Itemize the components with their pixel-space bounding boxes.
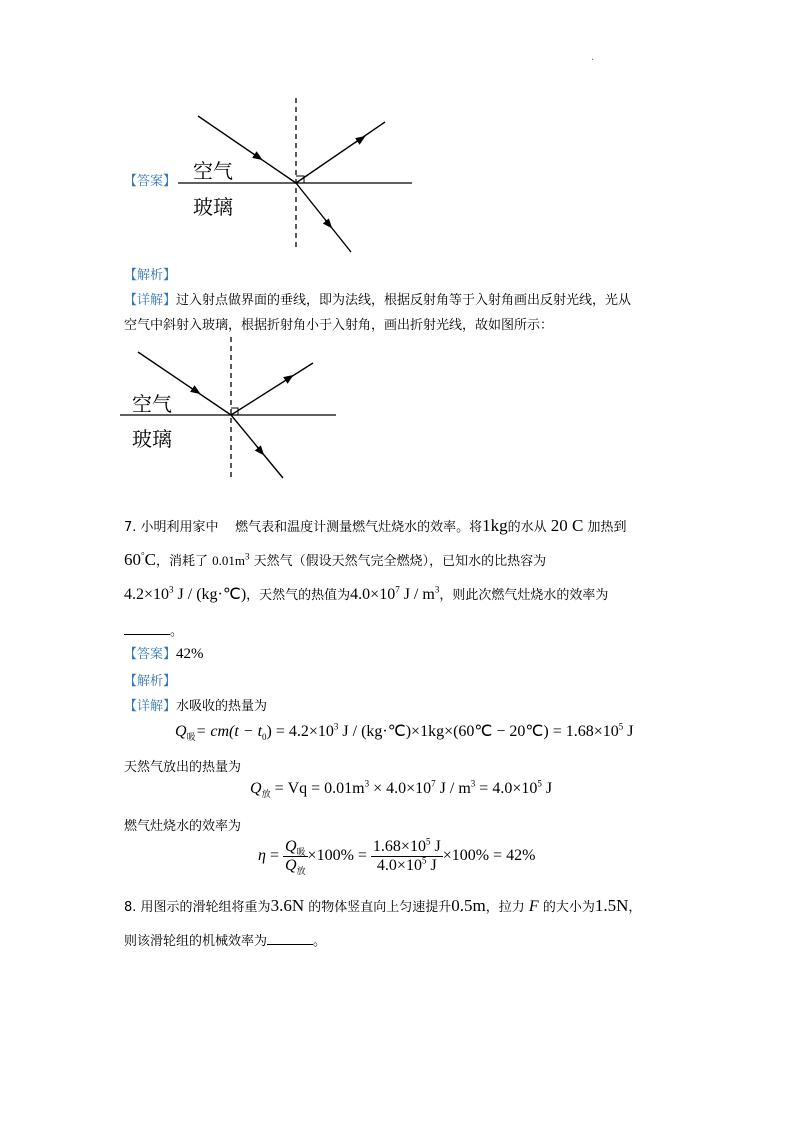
eq3-eta: η xyxy=(258,847,266,865)
q8-weight: 3.6N xyxy=(270,896,305,915)
eq2-exp3: 3 xyxy=(364,778,370,789)
incident-arrow xyxy=(252,153,261,159)
eq1-t0-sub: 0 xyxy=(262,732,267,743)
q7-c-unit: J / (kg·℃) xyxy=(177,586,247,603)
refracted-ray xyxy=(296,183,351,252)
reflected-ray xyxy=(296,122,385,183)
eq3-num2-exp: 5 xyxy=(425,836,431,847)
q7-mass: 1kg xyxy=(482,516,508,535)
reflected-ray xyxy=(231,363,313,415)
corner-mark: . xyxy=(591,52,595,63)
q7-q-value: 4.0×10 xyxy=(350,586,396,603)
q7-text-3b: ，则此次燃气灶烧水的效率为 xyxy=(439,588,609,603)
eq3-num-q: Q xyxy=(284,838,297,855)
q7-detail-text1: 水吸收的热量为 xyxy=(176,699,268,714)
q7-deg-c: C xyxy=(144,550,156,569)
reflected-arrow xyxy=(355,137,364,143)
eq1-end: J xyxy=(623,723,634,740)
eq1-rest: ) = 4.2×10 xyxy=(266,723,334,740)
q8-text-2: 则该滑轮组的机械效率为 xyxy=(124,934,268,949)
refracted-arrow xyxy=(257,447,263,454)
q7-text-c: 的水从 xyxy=(507,520,547,535)
q7-text-2a: ，消耗了 xyxy=(155,554,208,569)
eq2-d: = 4.0×10 xyxy=(475,780,538,797)
q7-line3 xyxy=(124,584,608,604)
reflected-arrow xyxy=(283,376,292,382)
eq2-exp7: 7 xyxy=(431,778,436,789)
eq3-times1: ×100% = xyxy=(307,847,371,865)
q6-detail-line1 xyxy=(124,289,631,308)
q7-heat-value: $4.0\times 10^7$ J / $m^3$ xyxy=(350,584,440,603)
q7-text-a: 小明利用家中 xyxy=(140,520,219,535)
q7-text-d: 加热到 xyxy=(587,520,627,535)
eq2-q: Q xyxy=(250,780,262,797)
equation-heat-absorbed xyxy=(175,721,634,741)
q7-temp-end: 60°C xyxy=(124,550,156,569)
q7-answer-line xyxy=(124,643,204,663)
q7-specific-heat: $4.2\times 10^3$ J / (kg·℃) xyxy=(124,584,247,603)
q8-line1 xyxy=(124,896,641,916)
equation-heat-released xyxy=(250,780,552,798)
q7-analysis-tag: 【解析】 xyxy=(124,674,177,689)
incident-arrow xyxy=(190,387,199,393)
eq1-mid: = cm(t − t xyxy=(195,723,263,740)
eq1-exp5: 5 xyxy=(618,721,624,732)
eq3-num2-unit: J xyxy=(430,838,441,855)
eq1-q: Q xyxy=(175,723,187,740)
q8-line2 xyxy=(124,930,326,949)
equation-efficiency xyxy=(258,838,535,875)
q7-text-b: 燃气表和温度计测量燃气灶烧水的效率。将 xyxy=(235,520,483,535)
eq2-a: = Vq = 0.01m xyxy=(270,780,365,797)
eq2-q-sub: 放 xyxy=(261,789,271,800)
q7-text-3a: ，天然气的热值为 xyxy=(246,588,351,603)
eq1-q-sub: 吸 xyxy=(186,732,196,743)
q8-text-c: ，拉力 xyxy=(485,900,525,915)
q7-text-2b: 天然气（假设天然气完全燃烧），已知水的比热容为 xyxy=(253,554,547,569)
q8-height: 0.5m xyxy=(451,896,486,915)
q7-answer-blank[interactable] xyxy=(124,622,170,635)
q7-temp-end-value: 60 xyxy=(124,550,141,569)
q8-text-e: ， xyxy=(628,900,642,915)
q7-detail-tag: 【详解】 xyxy=(124,699,177,714)
eq3-fraction-numeric xyxy=(371,838,443,875)
q7-detail-line2: 天然气放出的热量为 xyxy=(124,760,242,775)
q7-answer-value: 42% xyxy=(176,646,204,662)
eq1-unit: J / (kg·℃)×1kg×(60℃ − 20℃) = 1.68×10 xyxy=(338,723,619,740)
answer-tag xyxy=(124,170,176,189)
q8-text-a: 用图示的滑轮组将重为 xyxy=(140,900,271,915)
q8-force: 1.5N xyxy=(594,896,629,915)
eq1-exp3: 3 xyxy=(333,721,339,732)
q8-text-d: 的大小为 xyxy=(542,900,595,915)
eq3-den-q: Q xyxy=(284,857,297,874)
eq3-equals: = xyxy=(265,847,283,865)
eq2-exp5: 5 xyxy=(537,778,542,789)
analysis-tag: 【解析】 xyxy=(124,268,177,283)
eq2-b: × 4.0×10 xyxy=(369,780,432,797)
glass-label-2: 玻璃 xyxy=(132,427,172,451)
refracted-arrow xyxy=(325,220,331,227)
eq3-times2: ×100% = 42% xyxy=(442,847,536,865)
q7-line1 xyxy=(124,516,627,536)
q7-q-unit: J / m xyxy=(403,586,435,603)
eq2-exp3b: 3 xyxy=(470,778,476,789)
eq3-num2: 1.68×10 xyxy=(372,838,426,855)
refracted-ray xyxy=(231,415,283,478)
q7-volume-value: 0.01m xyxy=(212,553,245,568)
eq2-e: J xyxy=(541,780,553,797)
eq3-num-sub: 吸 xyxy=(296,847,306,858)
q8-text-b: 的物体竖直向上匀速提升 xyxy=(308,900,452,915)
q6-detail-text1: 过入射点做界面的垂线，即为法线，根据反射角等于入射角画出反射光线，光从 xyxy=(176,293,632,308)
q8-number: 8. xyxy=(124,900,137,915)
q7-line2 xyxy=(124,550,546,570)
eq3-den2-unit: J xyxy=(426,857,437,874)
air-label: 空气 xyxy=(193,159,233,183)
q6-detail-line2: 空气中斜射入玻璃，根据折射角小于入射角，画出折射光线，故如图所示： xyxy=(124,318,554,333)
q8-answer-blank[interactable] xyxy=(267,932,313,945)
eq2-c: J / m xyxy=(435,780,471,797)
q7-volume: $0.01m^3$ xyxy=(212,551,250,568)
glass-label: 玻璃 xyxy=(193,195,233,219)
air-label-2: 空气 xyxy=(132,392,172,416)
eq3-den2-exp: 5 xyxy=(421,855,427,866)
eq3-den2: 4.0×10 xyxy=(376,857,422,874)
q7-answer-tag: 【答案】 xyxy=(124,647,177,662)
q7-detail-line3: 燃气灶烧水的效率为 xyxy=(124,819,242,834)
q7-c-value: 4.2×10 xyxy=(124,586,170,603)
q8-force-symbol: F xyxy=(528,898,539,915)
q7-temp-start: 20 C xyxy=(550,516,584,535)
q7-line4 xyxy=(124,620,183,639)
eq3-den-sub: 放 xyxy=(296,866,306,877)
detail-tag: 【详解】 xyxy=(124,293,177,308)
eq3-fraction-symbolic xyxy=(283,838,308,875)
answer-tag-label: 【答案】 xyxy=(124,174,177,189)
q7-text-4: 。 xyxy=(170,624,184,639)
q7-number: 7. xyxy=(124,520,137,535)
q8-text-3: 。 xyxy=(313,934,327,949)
q7-detail-line1 xyxy=(124,695,267,714)
